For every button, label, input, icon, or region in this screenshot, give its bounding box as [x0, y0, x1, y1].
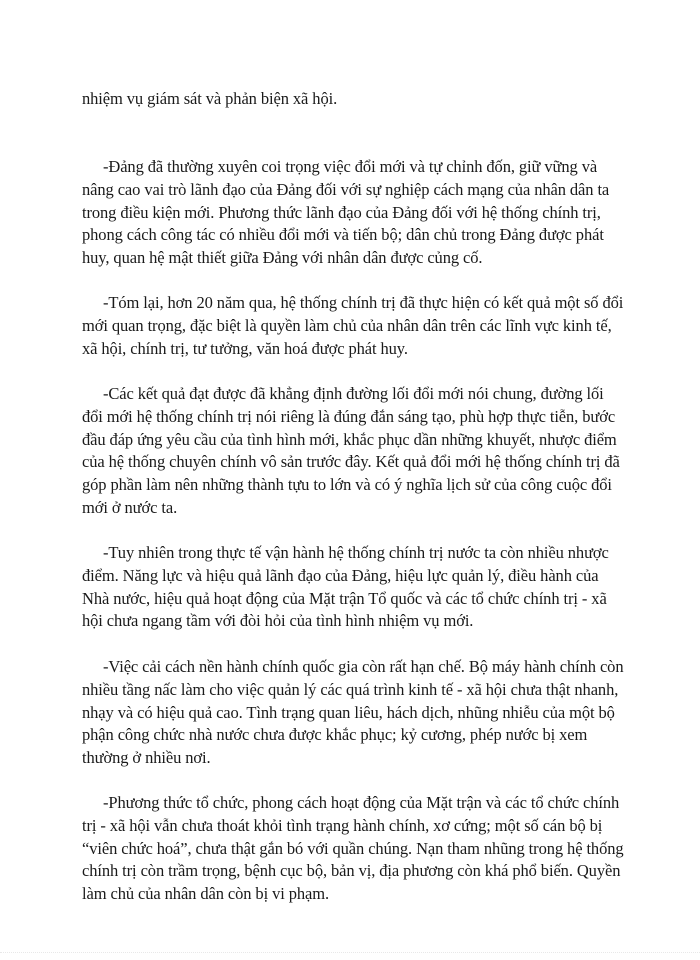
text-line: -Phương thức tổ chức, phong cách hoạt động của Mặt trận và các tổ chức chính: [103, 793, 620, 812]
text-line: phong cách công tác có nhiều đổi mới và tiến bộ; dân chủ trong Đảng được phát: [82, 225, 604, 245]
text-line: hội chưa ngang tầm với đòi hỏi của tình hình nhiệm vụ mới.: [82, 611, 474, 631]
paragraph-party-renewal: [82, 156, 642, 270]
text-line: -Tuy nhiên trong thực tế vận hành hệ thống chính trị nước ta còn nhiều nhược: [103, 543, 609, 562]
text-line: xã hội, chính trị, tư tưởng, văn hoá được phát huy.: [82, 338, 408, 358]
text-line: trong điều kiện mới. Phương thức lãnh đạo của Đảng đối với hệ thống chính trị,: [82, 202, 601, 222]
text-line: huy, quan hệ mật thiết giữa Đảng với nhân dân được củng cố.: [82, 248, 483, 268]
text-line: nhiệm vụ giám sát và phản biện xã hội.: [82, 89, 338, 108]
text-line: thường ở nhiều nơi.: [82, 748, 211, 768]
paragraph-continuation: [82, 88, 642, 111]
text-line: làm chủ của nhân dân còn bị vi phạm.: [82, 884, 330, 904]
page-bottom-rule: [0, 952, 700, 955]
text-line: điểm. Năng lực và hiệu quả lãnh đạo của Đảng, hiệu lực quản lý, điều hành của: [82, 565, 599, 585]
text-line: trị - xã hội vẫn chưa thoát khỏi tình trạng hành chính, xơ cứng; một số cán bộ bị: [82, 815, 603, 835]
text-line: “viên chức hoá”, chưa thật gắn bó với quần chúng. Nạn tham nhũng trong hệ thống: [82, 838, 624, 858]
paragraph-weaknesses: [82, 542, 642, 633]
paragraph-administrative-reform: [82, 656, 642, 770]
text-line: nhiều tầng nấc làm cho việc quản lý các quá trình kinh tế - xã hội chưa thật nhanh,: [82, 679, 619, 699]
text-line: đổi mới hệ thống chính trị nói riêng là đúng đắn sáng tạo, phù hợp thực tiễn, bước: [82, 406, 616, 426]
text-line: của hệ thống chuyên chính vô sản trước đây. Kết quả đổi mới hệ thống chính trị đã: [82, 452, 620, 472]
paragraph-summary: [82, 292, 642, 360]
text-line: chính trị còn trầm trọng, bệnh cục bộ, bản vị, địa phương còn khá phổ biến. Quyền: [82, 861, 621, 881]
text-line: mới ở nước ta.: [82, 497, 178, 517]
text-line: góp phần làm nên những thành tựu to lớn và có ý nghĩa lịch sử của công cuộc đổi: [82, 475, 612, 495]
text-line: nhạy và có hiệu quả cao. Tình trạng quan liêu, hách dịch, nhũng nhiễu của một bộ: [82, 702, 615, 722]
text-line: -Việc cải cách nền hành chính quốc gia còn rất hạn chế. Bộ máy hành chính còn: [103, 657, 624, 676]
text-line: nâng cao vai trò lãnh đạo của Đảng đối với sự nghiệp cách mạng của nhân dân ta: [82, 179, 610, 199]
text-line: đầu đáp ứng yêu cầu của tình hình mới, khắc phục dần những khuyết, nhược điểm: [82, 429, 617, 449]
text-line: phận công chức nhà nước chưa được khắc phục; kỷ cương, phép nước bị xem: [82, 725, 588, 745]
paragraph-results: [82, 383, 642, 520]
text-line: mới quan trọng, đặc biệt là quyền làm chủ của nhân dân trên các lĩnh vực kinh tế,: [82, 315, 612, 335]
paragraph-front-organizations: [82, 792, 642, 906]
text-line: -Đảng đã thường xuyên coi trọng việc đổi mới và tự chỉnh đốn, giữ vững và: [103, 157, 598, 176]
text-line: -Tóm lại, hơn 20 năm qua, hệ thống chính trị đã thực hiện có kết quả một số đổi: [103, 293, 624, 312]
text-line: -Các kết quả đạt được đã khẳng định đường lối đổi mới nói chung, đường lối: [103, 384, 604, 403]
text-line: Nhà nước, hiệu quả hoạt động của Mặt trận Tổ quốc và các tổ chức chính trị - xã: [82, 588, 607, 608]
